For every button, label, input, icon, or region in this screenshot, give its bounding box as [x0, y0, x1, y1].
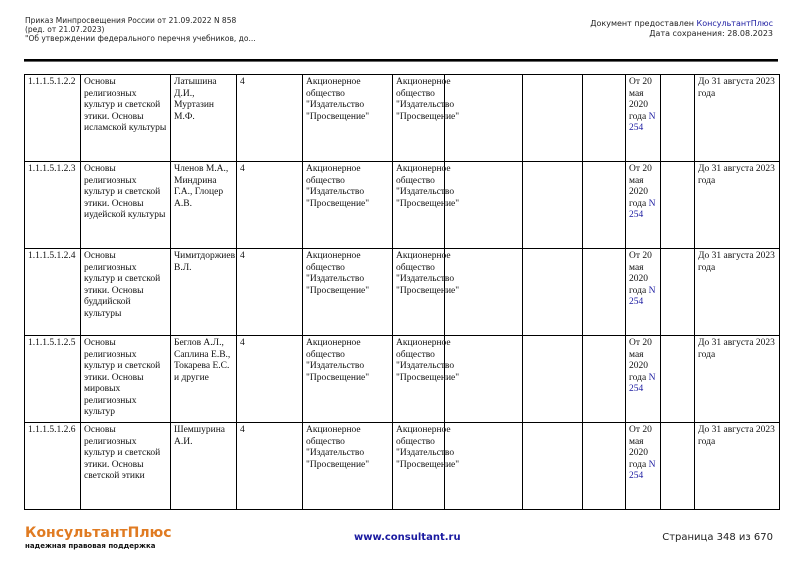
logo-brand: КонсультантПлюс: [25, 525, 172, 541]
cell-title: Основы религиозных культур и светской этики. Основы иудейской культуры: [81, 162, 171, 249]
cell-empty: [661, 162, 695, 249]
cell-publisher-2: Акционерное общество "Издательство "Просвещение": [393, 423, 445, 510]
website-link[interactable]: www.consultant.ru: [354, 532, 461, 543]
cell-publisher: Акционерное общество "Издательство "Просвещение": [303, 75, 393, 162]
table-row: [25, 162, 780, 249]
cell-publisher: Акционерное общество "Издательство "Просвещение": [303, 249, 393, 336]
cell-authors: Чимитдоржиев В.Л.: [171, 249, 237, 336]
cell-authors: Членов М.А., Миндрина Г.А., Глоцер А.В.: [171, 162, 237, 249]
cell-grade: 4: [237, 336, 303, 423]
save-date: Дата сохранения: 28.08.2023: [649, 29, 773, 38]
cell-empty: [661, 336, 695, 423]
provider-info: [590, 19, 773, 39]
cell-empty: [523, 75, 583, 162]
cell-title: Основы религиозных культур и светской этики. Основы мировых религиозных культур: [81, 336, 171, 423]
header-divider: [24, 59, 778, 62]
header-subject: "Об утверждении федерального перечня учебников, до...: [25, 34, 256, 43]
cell-order: [626, 75, 661, 162]
cell-grade: 4: [237, 423, 303, 510]
textbook-table: [24, 74, 780, 510]
cell-publisher: Акционерное общество "Издательство "Просвещение": [303, 336, 393, 423]
order-link[interactable]: N 254: [629, 285, 656, 307]
cell-until: До 31 августа 2023 года: [695, 75, 780, 162]
consultant-logo: [25, 525, 172, 550]
cell-until: До 31 августа 2023 года: [695, 162, 780, 249]
cell-empty: [661, 249, 695, 336]
cell-empty: [523, 336, 583, 423]
cell-order: [626, 423, 661, 510]
cell-publisher-2: Акционерное общество "Издательство "Просвещение": [393, 249, 445, 336]
order-date: От 20 мая 2020 года: [629, 425, 652, 470]
cell-code: 1.1.1.5.1.2.2: [25, 75, 81, 162]
cell-grade: 4: [237, 75, 303, 162]
document-header: [25, 16, 256, 43]
provided-label: Документ предоставлен: [590, 19, 697, 28]
cell-empty: [583, 162, 626, 249]
cell-empty: [583, 75, 626, 162]
order-date: От 20 мая 2020 года: [629, 251, 652, 296]
cell-empty: [583, 249, 626, 336]
order-date: От 20 мая 2020 года: [629, 164, 652, 209]
cell-grade: 4: [237, 162, 303, 249]
table-row: [25, 423, 780, 510]
cell-title: Основы религиозных культур и светской этики. Основы светской этики: [81, 423, 171, 510]
page-number: Страница 348 из 670: [662, 532, 773, 543]
cell-until: До 31 августа 2023 года: [695, 423, 780, 510]
cell-publisher-2: Акционерное общество "Издательство "Просвещение": [393, 336, 445, 423]
cell-authors: Шемшурина А.И.: [171, 423, 237, 510]
cell-code: 1.1.1.5.1.2.3: [25, 162, 81, 249]
cell-empty: [661, 423, 695, 510]
cell-empty: [523, 162, 583, 249]
cell-publisher-2: Акционерное общество "Издательство "Просвещение": [393, 75, 445, 162]
cell-until: До 31 августа 2023 года: [695, 249, 780, 336]
cell-title: Основы религиозных культур и светской этики. Основы исламской культуры: [81, 75, 171, 162]
order-link[interactable]: N 254: [629, 198, 656, 220]
header-edition: (ред. от 21.07.2023): [25, 25, 105, 34]
table-row: [25, 249, 780, 336]
order-date: От 20 мая 2020 года: [629, 338, 652, 383]
cell-publisher: Акционерное общество "Издательство "Просвещение": [303, 162, 393, 249]
table-row: [25, 336, 780, 423]
cell-title: Основы религиозных культур и светской этики. Основы буддийской культуры: [81, 249, 171, 336]
cell-empty: [523, 423, 583, 510]
order-link[interactable]: N 254: [629, 111, 656, 133]
cell-order: [626, 336, 661, 423]
order-link[interactable]: N 254: [629, 459, 656, 481]
cell-until: До 31 августа 2023 года: [695, 336, 780, 423]
cell-empty: [523, 249, 583, 336]
cell-code: 1.1.1.5.1.2.5: [25, 336, 81, 423]
cell-code: 1.1.1.5.1.2.4: [25, 249, 81, 336]
cell-empty: [583, 336, 626, 423]
order-link[interactable]: N 254: [629, 372, 656, 394]
table-row: [25, 75, 780, 162]
cell-grade: 4: [237, 249, 303, 336]
cell-code: 1.1.1.5.1.2.6: [25, 423, 81, 510]
cell-order: [626, 162, 661, 249]
logo-tagline: надежная правовая поддержка: [25, 542, 156, 550]
cell-publisher-2: Акционерное общество "Издательство "Просвещение": [393, 162, 445, 249]
cell-empty: [661, 75, 695, 162]
cell-empty: [583, 423, 626, 510]
cell-authors: Латышина Д.И., Муртазин М.Ф.: [171, 75, 237, 162]
order-date: От 20 мая 2020 года: [629, 77, 652, 122]
cell-publisher: Акционерное общество "Издательство "Просвещение": [303, 423, 393, 510]
cell-order: [626, 249, 661, 336]
provider-link[interactable]: КонсультантПлюс: [696, 19, 773, 28]
header-order-title: Приказ Минпросвещения России от 21.09.2022 N 858: [25, 16, 237, 25]
cell-authors: Беглов А.Л., Саплина Е.В., Токарева Е.С. и другие: [171, 336, 237, 423]
